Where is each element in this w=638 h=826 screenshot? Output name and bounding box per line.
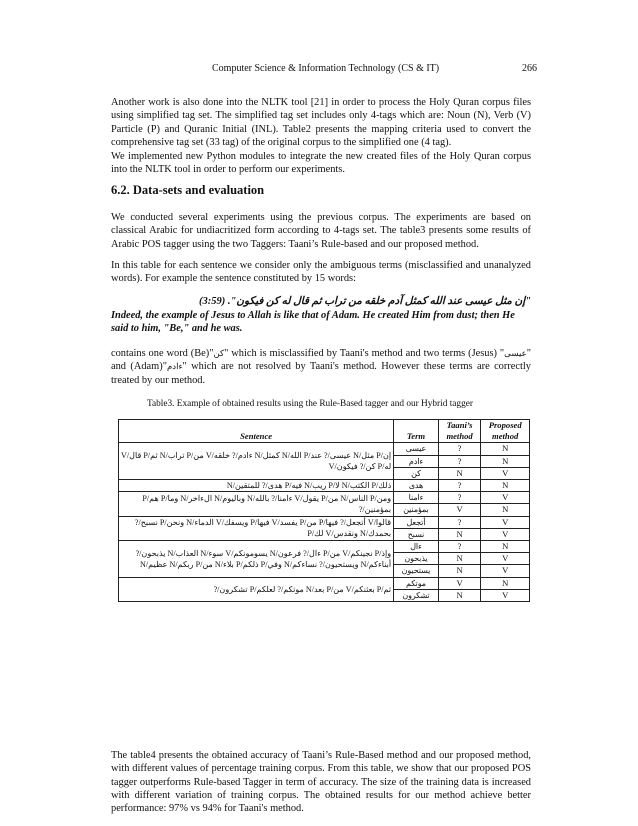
verse-translation: Indeed, the example of Jesus to Allah is like that of Adam. He created Him from dust; then He said to him, "Be," and he was.	[111, 310, 515, 335]
table-row	[119, 516, 530, 528]
proposed-cell: V	[481, 528, 530, 540]
sentence-cell	[119, 480, 394, 492]
sentence-line: بحمدك/N ونقدس/V لك/P	[307, 529, 392, 539]
sentence-cell	[119, 443, 394, 480]
paragraph-experiments: We conducted several experiments using the previous corpus. The experiments are based on classical Arabic for undiacritized form according to 4-tags set. The table3 presents some results of Arabic POS tagger using the two Taggers: Taani’s Rule-based and our proposed method.	[111, 212, 531, 250]
term-cell: يستحيون	[394, 565, 439, 577]
table-row	[119, 443, 530, 455]
paragraph-accuracy: The table4 presents the obtained accuracy of Taani’s Rule-Based method and our proposed method, with different values of percentage training corpus. From this table, we show that our proposed POS tagger outperforms Rule-based Tagger in term of accuracy. The size of the training data is increased with different variation of training corpus. The obtained results for our method achieve better performance: 97% vs 94% for Taani's method.	[111, 750, 531, 815]
proposed-cell: V	[481, 589, 530, 601]
term-cell: أتجعل	[394, 516, 439, 528]
taani-cell: ?	[438, 480, 481, 492]
taani-cell: N	[438, 528, 481, 540]
sentence-cell	[119, 492, 394, 516]
arabic-verse: "إن مثل عيسى عند الله كمثل آدم خلقه من تراب ثم قال له كن فيكون". (3:59)	[198, 296, 531, 307]
sentence-line: وإذ/P نجينكم/V من/P ءال/? فرعون/N يسومونكم/V سوء/N العذاب/N يذبحون/?	[135, 548, 392, 558]
proposed-cell: N	[481, 480, 530, 492]
proposed-cell: N	[481, 443, 530, 455]
text-segment: " which are not resolved by Taani's method. However these terms are correctly treated by our method.	[111, 361, 531, 386]
page-number: 266	[522, 63, 537, 74]
sentence-line: إن/P مثل/N عيسى/? عند/P الله/N كمثل/N ءادم/? خلقه/V من/P تراب/N ثم/P قال/V	[121, 451, 392, 460]
sentence-line: قالوا/V أتجعل/? فيها/P من/P يفسد/V فيها/P ويسفك/V الدماء/N ونحن/P نسبح/?	[134, 518, 392, 528]
sentence-line: ومن/P الناس/N من/P يقول/V ءامنا/? بالله/N وباليوم/N الءاخر/N وما/P هم/P	[142, 493, 392, 503]
proposed-cell: V	[481, 553, 530, 565]
proposed-cell: V	[481, 492, 530, 504]
proposed-cell: V	[481, 467, 530, 479]
proposed-cell: V	[481, 565, 530, 577]
taani-cell: N	[438, 467, 481, 479]
header-sentence: Sentence	[119, 420, 394, 443]
results-table	[118, 419, 530, 602]
term-cell: نسبح	[394, 528, 439, 540]
taani-cell: V	[438, 504, 481, 516]
term-cell: ءامنا	[394, 492, 439, 504]
term-cell: كن	[394, 467, 439, 479]
taani-cell: N	[438, 565, 481, 577]
proposed-cell: N	[481, 577, 530, 589]
proposed-cell: N	[481, 455, 530, 467]
arabic-term-issa: عيسى	[504, 348, 527, 358]
taani-cell: N	[438, 553, 481, 565]
taani-cell: N	[438, 589, 481, 601]
sentence-cell	[119, 541, 394, 578]
paragraph-table-intro: In this table for each sentence we consider only the ambiguous terms (misclassified and unanalyzed words). For example the sentence constituted by 15 words:	[111, 260, 531, 285]
table-row	[119, 541, 530, 553]
text-segment: " which is misclassified by Taani's method and two terms (Jesus) "	[224, 348, 505, 359]
header-term: Term	[394, 420, 439, 443]
proposed-cell: V	[481, 516, 530, 528]
term-cell: ءال	[394, 541, 439, 553]
taani-cell: ?	[438, 541, 481, 553]
paragraph-misclassified	[111, 347, 531, 387]
sentence-line: أبناءكم/N ويستحيون/? نساءكم/N وفي/P ذلكم/P بلاء/N من/P ربكم/N عظيم/N	[140, 559, 392, 569]
header-proposed: Proposed method	[481, 420, 530, 443]
sentence-cell	[119, 516, 394, 540]
term-cell: بمؤمنين	[394, 504, 439, 516]
table-row	[119, 577, 530, 589]
term-cell: موتكم	[394, 577, 439, 589]
term-cell: ءادم	[394, 455, 439, 467]
sentence-cell	[119, 577, 394, 601]
table-caption: Table3. Example of obtained results using the Rule-Based tagger and our Hybrid tagger	[147, 399, 473, 409]
sentence-line: ثم/P بعثنكم/V من/P بعد/N موتكم/? لعلكم/P تشكرون/?	[213, 584, 392, 594]
section-title: 6.2. Data-sets and evaluation	[111, 183, 265, 197]
paragraph-python-modules: We implemented new Python modules to integrate the new created files of the Holy Quran corpus into the NLTK tool in order to perform our experiments.	[111, 151, 531, 176]
term-cell: هدى	[394, 480, 439, 492]
taani-cell: ?	[438, 455, 481, 467]
table-header-row	[119, 420, 530, 443]
sentence-line: ذلك/P الكتب/N لا/P ريب/N فيه/P هدى/? للمتقين/N	[226, 481, 392, 491]
paragraph-nltk-tool: Another work is also done into the NLTK tool [21] in order to process the Holy Quran corpus files using simplified tag set. The simplified tag set includes only 4-tags which are: Noun (N), Verb (V) Particle (P) and Quranic Initial (INL). Table2 presents the mapping criteria used to convert the comprehensive tag set (33 tag) of the original corpus to the simplified one (4 tag).	[111, 97, 531, 148]
sentence-line: له/P كن/? فيكون/V	[328, 462, 392, 472]
text-segment: contains one word (Be)"	[111, 348, 214, 359]
results-body	[119, 443, 530, 602]
table-row	[119, 480, 530, 492]
arabic-term-adam: ءادم	[166, 361, 183, 372]
header-taani: Taani’s method	[438, 420, 481, 443]
taani-cell: V	[438, 577, 481, 589]
proposed-cell: N	[481, 541, 530, 553]
arabic-term-kon: كن	[213, 348, 225, 358]
proposed-cell: N	[481, 504, 530, 516]
taani-cell: ?	[438, 443, 481, 455]
running-header: Computer Science & Information Technology (CS & IT)	[212, 63, 440, 74]
taani-cell: ?	[438, 492, 481, 504]
text-segment: " and (Adam)"	[111, 348, 531, 373]
term-cell: تشكرون	[394, 589, 439, 601]
taani-cell: ?	[438, 516, 481, 528]
table-row	[119, 492, 530, 504]
sentence-line: بمؤمنين/?	[358, 504, 392, 514]
term-cell: يذبحون	[394, 553, 439, 565]
term-cell: عيسى	[394, 443, 439, 455]
